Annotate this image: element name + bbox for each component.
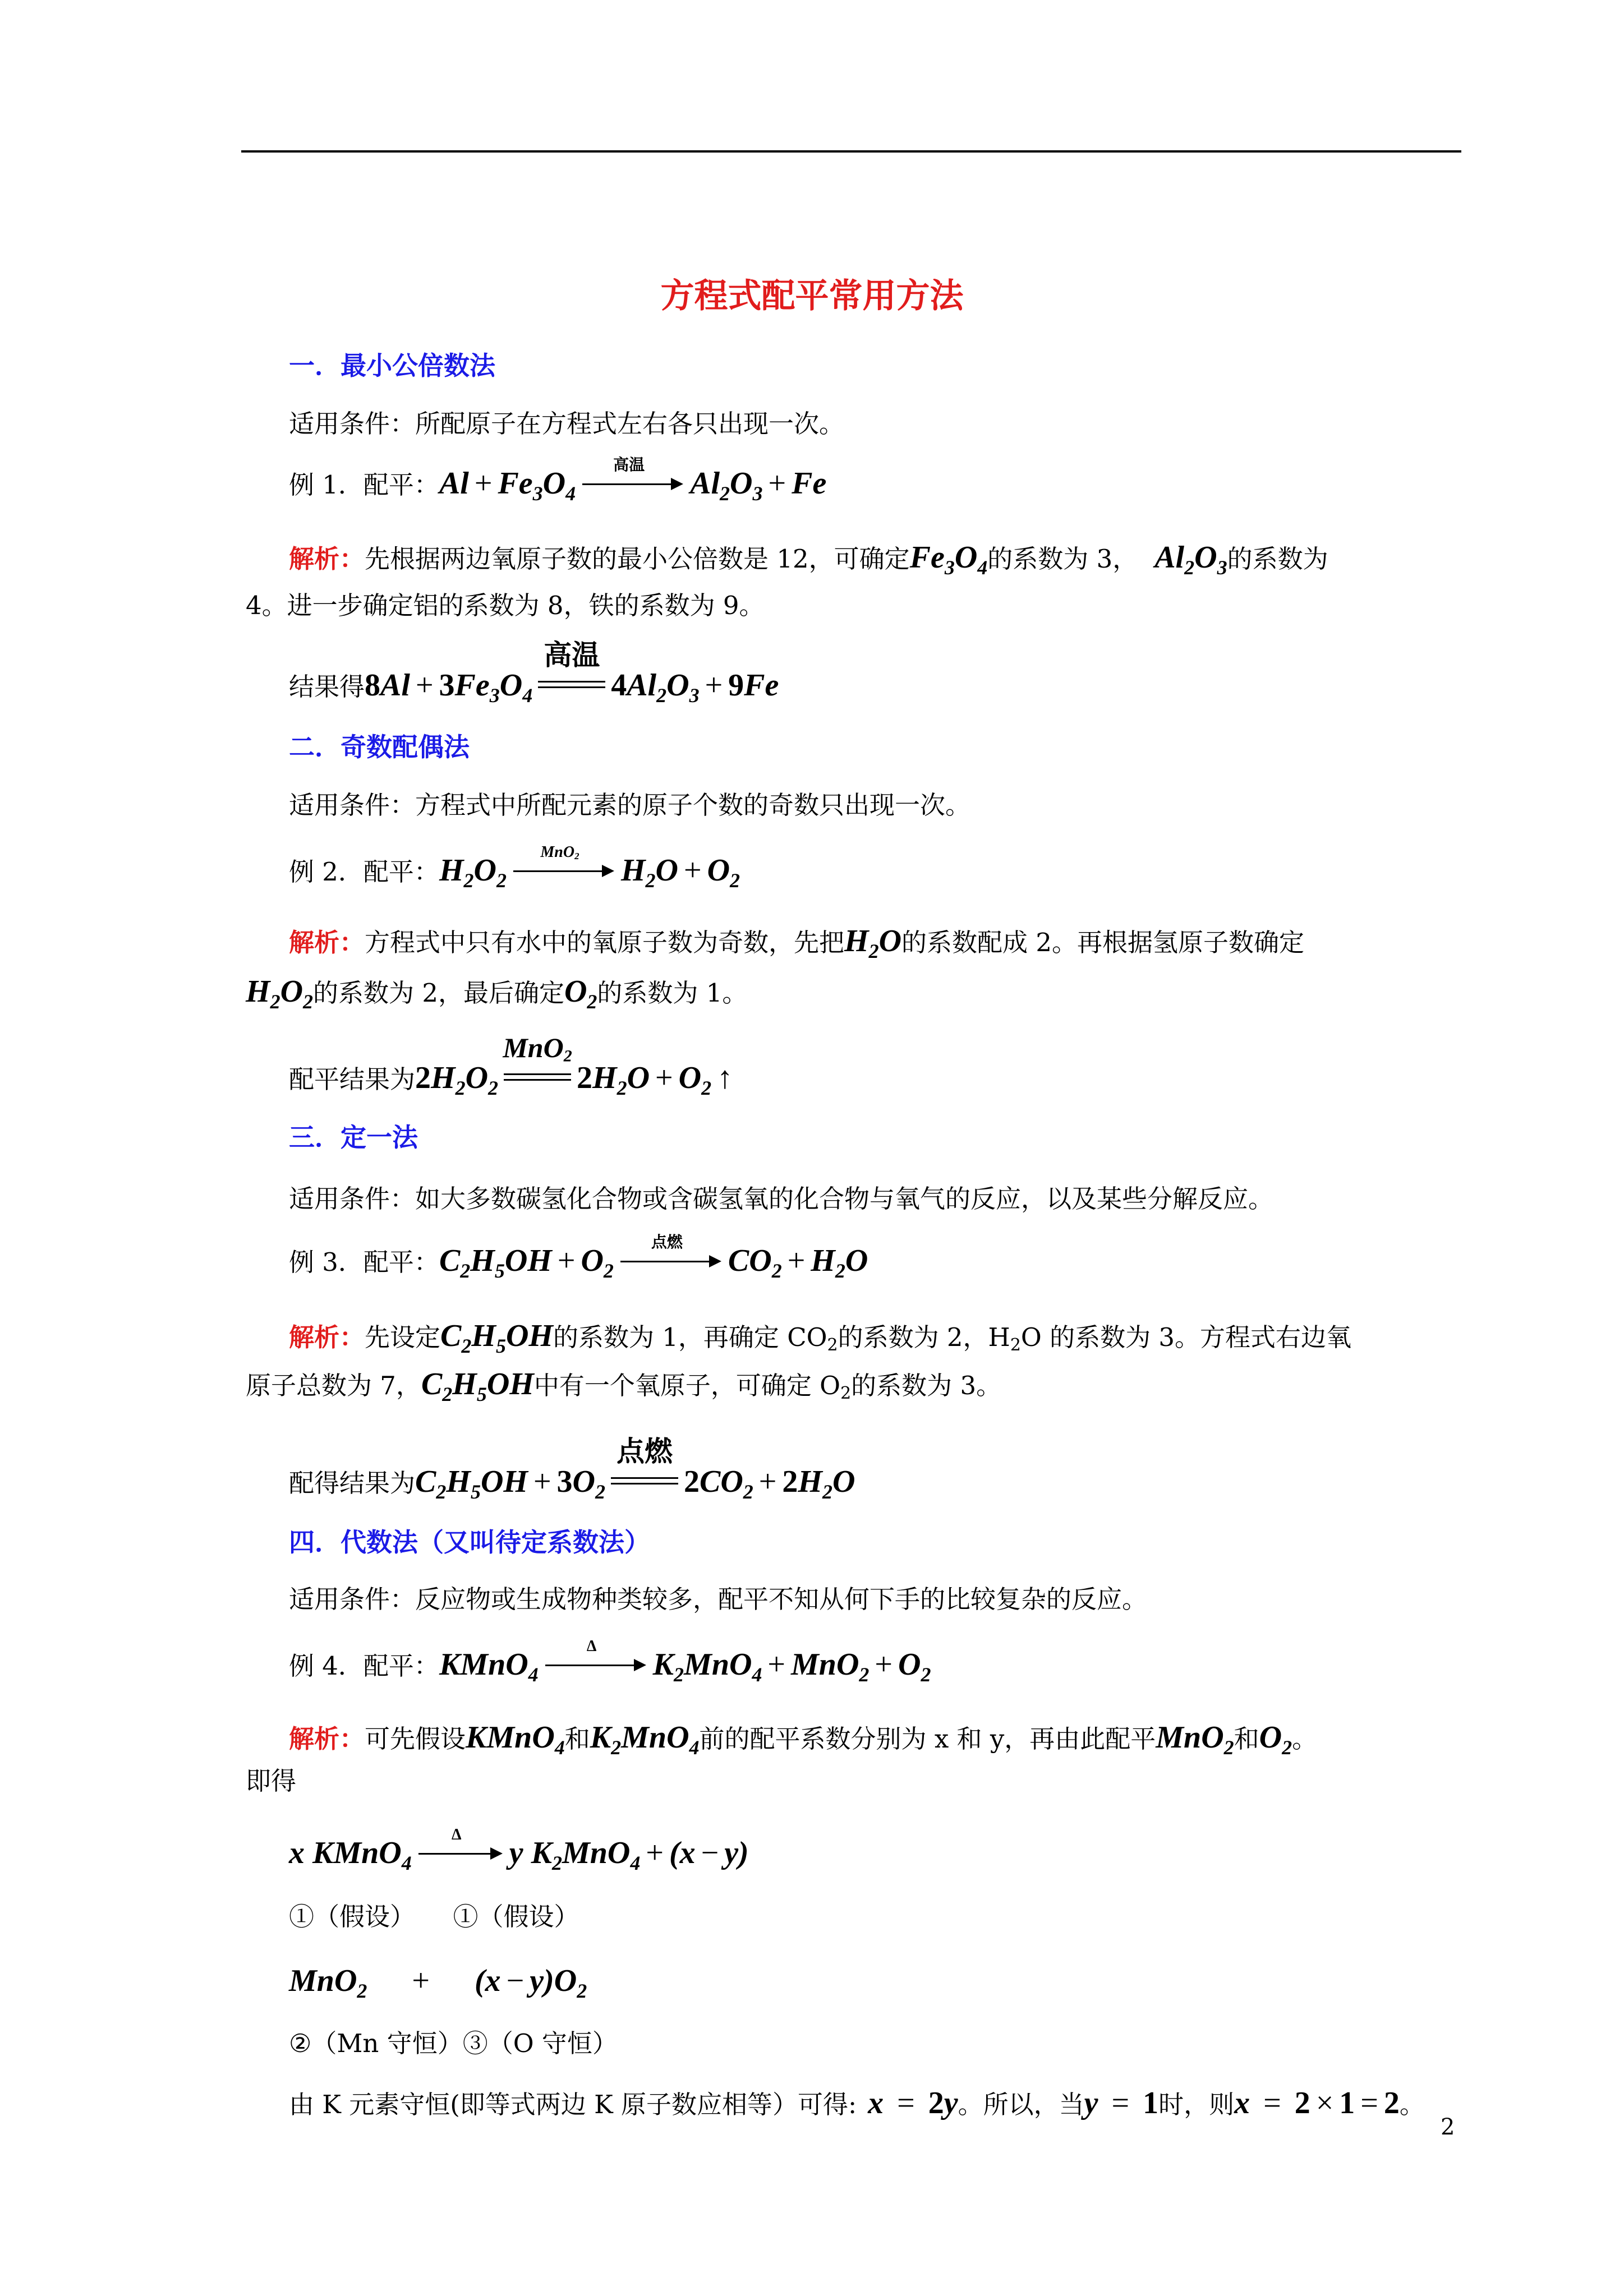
header-rule	[241, 150, 1461, 153]
example-2	[289, 843, 740, 892]
last-line-text: 由 K 元素守恒(即等式两边 K 原子数应相等）可得:	[289, 2090, 857, 2119]
equals-icon: 点燃	[611, 1467, 678, 1490]
analysis-1-text: 先根据两边氧原子数的最小公倍数是 12，可确定	[365, 544, 910, 574]
analysis-3-text: 的系数为 2，H	[838, 1322, 1010, 1352]
result-2-prefix: 配平结果为	[289, 1064, 416, 1094]
last-line-text: 。所以，当	[958, 2090, 1084, 2119]
page-title: 方程式配平常用方法	[660, 276, 964, 316]
setup-equation: x KMnO$_4$ Δ y $K_2MnO_4 + (x - y)$	[289, 1826, 749, 1874]
formula: $C_2H_5OH$	[421, 1367, 534, 1405]
note-1: ①（假设） ①（假设）	[289, 1902, 579, 1931]
equation-4-setup	[289, 1826, 749, 1874]
example-2-equation: $H_2O_2$ MnO$_2$ $H_2O + O_2$	[439, 843, 740, 892]
section-heading-1: 一．最小公倍数法	[289, 351, 495, 381]
formula: x = 2 × 1 = 2	[1234, 2086, 1400, 2120]
example-3-prefix: 例 3．配平：	[289, 1247, 439, 1277]
formula: MnO$_2$	[1156, 1720, 1234, 1759]
analysis-4-text: 前的配平系数分别为 x 和 y，再由此配平	[699, 1724, 1156, 1754]
note-2: ②（Mn 守恒）③（O 守恒）	[289, 2028, 618, 2058]
arrow-icon: Δ	[418, 1843, 503, 1860]
equals-icon: 高温	[538, 671, 605, 693]
example-1-equation: $Al + Fe_3O_4$ 高温 $Al_2O_3 + Fe$	[439, 457, 827, 505]
example-4	[289, 1638, 931, 1686]
analysis-1	[289, 540, 1328, 577]
result-1-prefix: 结果得	[289, 672, 365, 702]
last-line-text: 。	[1399, 2090, 1425, 2119]
analysis-3-line2: 原子总数为 7，$C_2H_5OH$中有一个氧原子，可确定 O2的系数为 3。	[246, 1367, 1002, 1405]
equation-4-continued	[289, 1963, 587, 2000]
analysis-3-text: 的系数为 3。	[851, 1371, 1002, 1400]
result-1-equation: $8Al + 3Fe_3O_4$ 高温 $4Al_2O_3 + 9Fe$	[365, 639, 779, 707]
arrow-icon: 高温	[582, 473, 683, 490]
section-heading-2: 二．奇数配偶法	[289, 732, 470, 762]
formula: $Al_2O_3$	[1154, 540, 1227, 579]
example-2-prefix: 例 2．配平：	[289, 857, 439, 887]
formula: $H_2O$	[844, 924, 902, 962]
formula: $H_2O_2$	[246, 974, 314, 1013]
analysis-1-text: 的系数为	[1227, 544, 1328, 574]
formula: $O_2$	[564, 974, 597, 1013]
analysis-label: 解析：	[289, 1322, 365, 1352]
analysis-3-text: 的系数为 1，再确定 CO	[553, 1322, 827, 1352]
analysis-3-text: 中有一个氧原子，可确定 O	[533, 1371, 841, 1400]
formula: KMnO$_4$	[466, 1720, 565, 1759]
result-3-prefix: 配得结果为	[289, 1468, 416, 1498]
example-1-prefix: 例 1．配平：	[289, 470, 439, 500]
analysis-4	[289, 1719, 1317, 1757]
section-heading-4: 四．代数法（又叫待定系数法）	[289, 1527, 650, 1557]
analysis-2-line2	[246, 974, 747, 1011]
equals-icon: MnO$_2$	[504, 1063, 571, 1086]
formula: $O_2$	[1259, 1720, 1292, 1759]
condition-3: 适用条件：如大多数碳氢化合物或含碳氢氧的化合物与氧气的反应，以及某些分解反应。	[289, 1184, 1274, 1214]
up-arrow-icon: ↑	[717, 1061, 733, 1095]
analysis-2-text: 的系数配成 2。再根据氢原子数确定	[901, 928, 1304, 957]
result-2-equation: $2H_2O_2$ MnO$_2$ $2H_2O + O_2$ ↑	[415, 1032, 733, 1099]
condition-1: 适用条件：所配原子在方程式左右各只出现一次。	[289, 409, 845, 439]
condition-4: 适用条件：反应物或生成物种类较多，配平不知从何下手的比较复杂的反应。	[289, 1584, 1148, 1614]
formula: $Fe_3O_4$	[909, 540, 988, 579]
analysis-2	[289, 923, 1304, 961]
arrow-icon: 点燃	[620, 1251, 721, 1267]
last-line-text: 时，则	[1158, 2090, 1235, 2119]
analysis-3-text: 原子总数为 7，	[246, 1371, 421, 1400]
analysis-2-text: 的系数为 1。	[597, 978, 748, 1008]
example-3	[289, 1234, 868, 1282]
analysis-2-text: 方程式中只有水中的氧原子数为奇数，先把	[365, 928, 845, 957]
formula: x = 2y	[868, 2086, 958, 2120]
page-number: 2	[1441, 2114, 1455, 2140]
example-1	[289, 457, 827, 505]
analysis-4-text: 和	[564, 1724, 590, 1754]
formula: $K_2MnO_4$	[590, 1720, 700, 1759]
analysis-1-text: 的系数为 3，	[987, 544, 1138, 574]
analysis-4-text: 可先假设	[365, 1724, 466, 1754]
analysis-1-line2: 4。进一步确定铝的系数为 8，铁的系数为 9。	[246, 591, 765, 620]
result-3-equation: $C_2H_5OH + 3O_2$ 点燃 $2CO_2 + 2H_2O$	[415, 1436, 855, 1503]
arrow-icon: Δ	[545, 1654, 646, 1671]
analysis-3: 解析：先设定$C_2H_5OH$的系数为 1，再确定 CO2的系数为 2，H2O 的系数为 3。方程式右边氧	[289, 1318, 1352, 1357]
example-4-prefix: 例 4．配平：	[289, 1651, 439, 1681]
analysis-2-text: 的系数为 2，最后确定	[313, 978, 564, 1008]
arrow-icon: MnO$_2$	[513, 860, 614, 877]
example-3-equation: $C_2H_5OH + O_2$ 点燃 $CO_2 + H_2O$	[439, 1234, 868, 1282]
analysis-3-text: 先设定	[365, 1322, 441, 1352]
analysis-3-text: O 的系数为 3。方程式右边氧	[1020, 1322, 1352, 1352]
analysis-label: 解析：	[289, 1724, 365, 1754]
section-heading-3: 三．定一法	[289, 1122, 418, 1152]
example-4-equation: KMnO$_4$ Δ $K_2MnO_4 + MnO_2 + O_2$	[439, 1638, 931, 1686]
condition-2: 适用条件：方程式中所配元素的原子个数的奇数只出现一次。	[289, 790, 971, 820]
result-1	[289, 639, 779, 707]
result-3	[289, 1436, 855, 1503]
analysis-label: 解析：	[289, 928, 365, 957]
analysis-4-text: 和	[1234, 1724, 1259, 1754]
analysis-label: 解析：	[289, 544, 365, 574]
analysis-4-text: 。	[1292, 1724, 1318, 1754]
analysis-4-line2: 即得	[246, 1766, 297, 1796]
result-2	[289, 1032, 733, 1099]
continued-equation: $MnO_2 + (x - y)O_2$	[289, 1963, 587, 2002]
formula: $C_2H_5OH$	[440, 1318, 553, 1357]
formula: y = 1	[1084, 2086, 1159, 2120]
last-line	[289, 2085, 1425, 2123]
